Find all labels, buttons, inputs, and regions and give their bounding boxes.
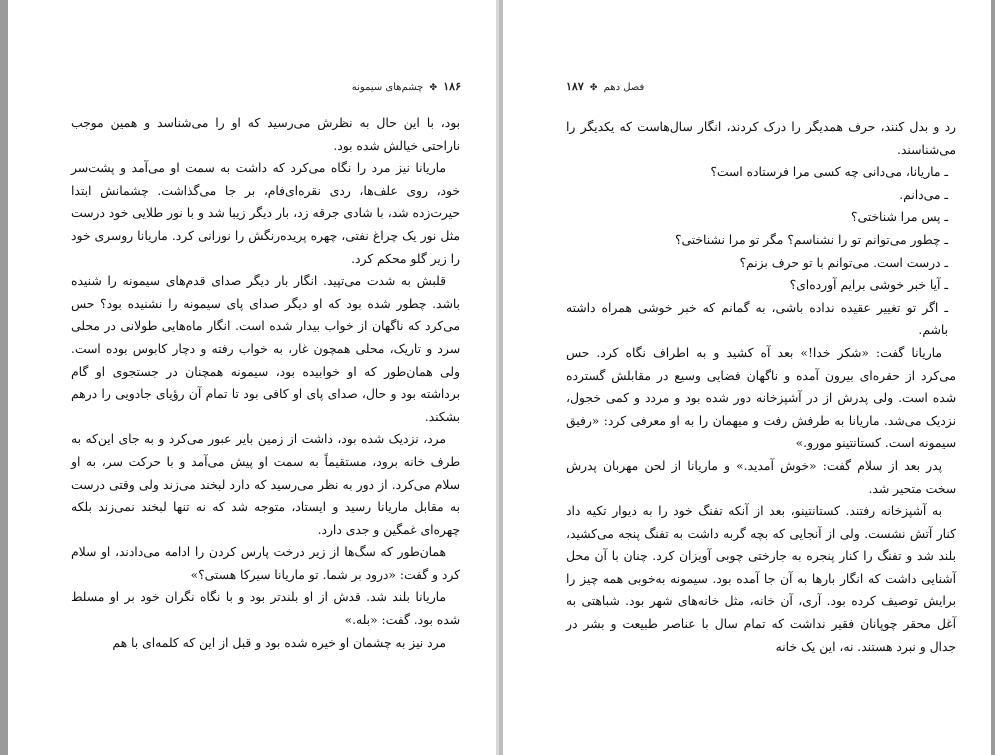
paragraph: مرد نیز به چشمان او خیره شده بود و قبل از این که کلمه‌ای با هم — [112, 635, 446, 650]
paragraph: قلبش به شدت می‌تپید. انگار بار دیگر صدای قدم‌های سیمونه را شنیده باشد. چطور شده بود که او دیگر صدای پای سیمونه را نشنیده بود؟ حس می‌کرد که ناگهان از خواب بیدار شده است. انگار ماه‌هایی طولانی در محلی سرد و تاریک، محلی همچون غار، به خواب رفته و دچار کابوس بوده است. ولی همان‌طور که او خوابیده بود، سیمونه همچنان در جستجوی او گام برداشته بود و حال، صدای پای او کافی بود تا تمام آن رؤیای جادویی را درهم بشکند. — [71, 274, 460, 424]
page-number: ۱۸۶ — [443, 80, 461, 93]
paragraph: بود، با این حال به نظرش می‌رسید که او را می‌شناسد و همین موجب ناراحتی خیالش شده بود. — [71, 116, 460, 153]
paragraph: پدر بعد از سلام گفت: «خوش آمدید.» و ماریانا از لحن مهربان پدرش سخت متحیر شد. — [566, 458, 956, 496]
paragraph: ماریانا نیز مرد را نگاه می‌کرد که داشت به سمت او می‌آمد و پشت‌سر خود، روی علف‌ها، ردی نقره‌ای‌فام، بر جا می‌گذاشت. چشمانش ابتدا حیرت‌زده شد، با شادی جرقه زد، بار دیگر زیبا شد و با نور طلایی خود درست مثل نور یک چراغ نفتی، چهره پریده‌رنگش را نورانی کرد. ماریانا روسری خود را زیر گلو محکم کرد. — [71, 161, 460, 266]
left-page-header — [352, 80, 461, 93]
page-number: ۱۸۷ — [566, 80, 584, 93]
dialogue-line: ـ ماریانا، می‌دانی چه کسی مرا فرستاده است؟ — [710, 165, 948, 180]
left-page — [8, 0, 496, 755]
paragraph: ماریانا گفت: «شکر خدا!» بعد آه کشید و به اطراف نگاه کرد. حس می‌کرد از حفره‌ای بیرون آمده و ناگهان فضایی وسیع در مقابلش گسترده شده است. ولی پدرش از در آشپزخانه دور شده بود و مردد و کمی خجول، نزدیک می‌شد. ماریانا به طرفش رفت و میهمان را به او معرفی کرد: «رفیق سیمونه است. کستانتینو مورو.» — [566, 345, 956, 451]
dialogue-line: ـ درست است. می‌توانم با تو حرف بزنم؟ — [739, 255, 948, 270]
paragraph: به آشپزخانه رفتند. کستانتینو، بعد از آنکه تفنگ خود را به دیوار تکیه داد کنار آتش نشست. ولی از آنجایی که بچه گربه داشت به تفنگ پنجه می‌کشید، بلند شد و تفنگ را کنار پنجره به جارختی چوبی آویزان کرد. چنان با آن محل آشنایی داشت که انگار بارها به آن جا آمده بود. سیمونه به‌خوبی همه چیز را برایش توصیف کرده بود. آری، آن خانه، مثل خانه‌های شهر بود. شباهتی به آغل محقر چوپانان فقیر نداشت که تمام سال با عناصر طبیعت و بشر در جدال و نبرد هستند. نه، این یک خانه — [566, 504, 956, 654]
dialogue-line: ـ می‌دانم. — [899, 187, 948, 202]
left-page-body — [71, 112, 460, 654]
dialogue-line: ـ پس مرا شناختی؟ — [850, 210, 948, 225]
paragraph: ماریانا بلند شد. قدش از او بلندتر بود و با نگاه نگران خود بر او مسلط شده بود. گفت: «بله.» — [71, 590, 460, 628]
paragraph: همان‌طور که سگ‌ها از زیر درخت پارس کردن را ادامه می‌دادند، او سلام کرد و گفت: «درود بر شما. تو ماریانا سیرکا هستی؟» — [71, 545, 460, 582]
running-title: چشم‌های سیمونه — [351, 82, 424, 93]
right-page — [503, 0, 991, 755]
dialogue-line: ـ اگر تو تغییر عقیده نداده باشی، به گمانم که خبر خوشی همراه داشته باشم. — [566, 300, 948, 338]
paragraph: رد و بدل کنند، حرف همدیگر را درک کردند، انگار سال‌هاست که یکدیگر را می‌شناسند. — [566, 120, 956, 157]
dialogue-line: ـ آیا خبر خوشی برایم آورده‌ای؟ — [789, 278, 948, 293]
ornament-icon: ✤ — [429, 83, 438, 93]
dialogue-line: ـ چطور می‌توانم تو را نشناسم؟ مگر تو مرا نشناختی؟ — [674, 232, 948, 247]
ornament-icon: ✤ — [589, 83, 598, 93]
right-page-body — [566, 116, 956, 658]
paragraph: مرد، نزدیک شده بود، داشت از زمین بایر عبور می‌کرد و به جای این‌که به طرف خانه برود، مستقیماً به سمت او پیش می‌آمد و با حرکت سر، به او سلام می‌کرد. از دور به نظر می‌رسید که دارد لبخند می‌زند ولی وقتی درست به مقابل ماریانا رسید و ایستاد، متوجه شد که نه تنها لبخند نمی‌زند بلکه چهره‌ای غمگین و جدی دارد. — [71, 432, 460, 537]
right-page-header — [566, 80, 644, 93]
running-title: فصل دهم — [603, 82, 645, 93]
